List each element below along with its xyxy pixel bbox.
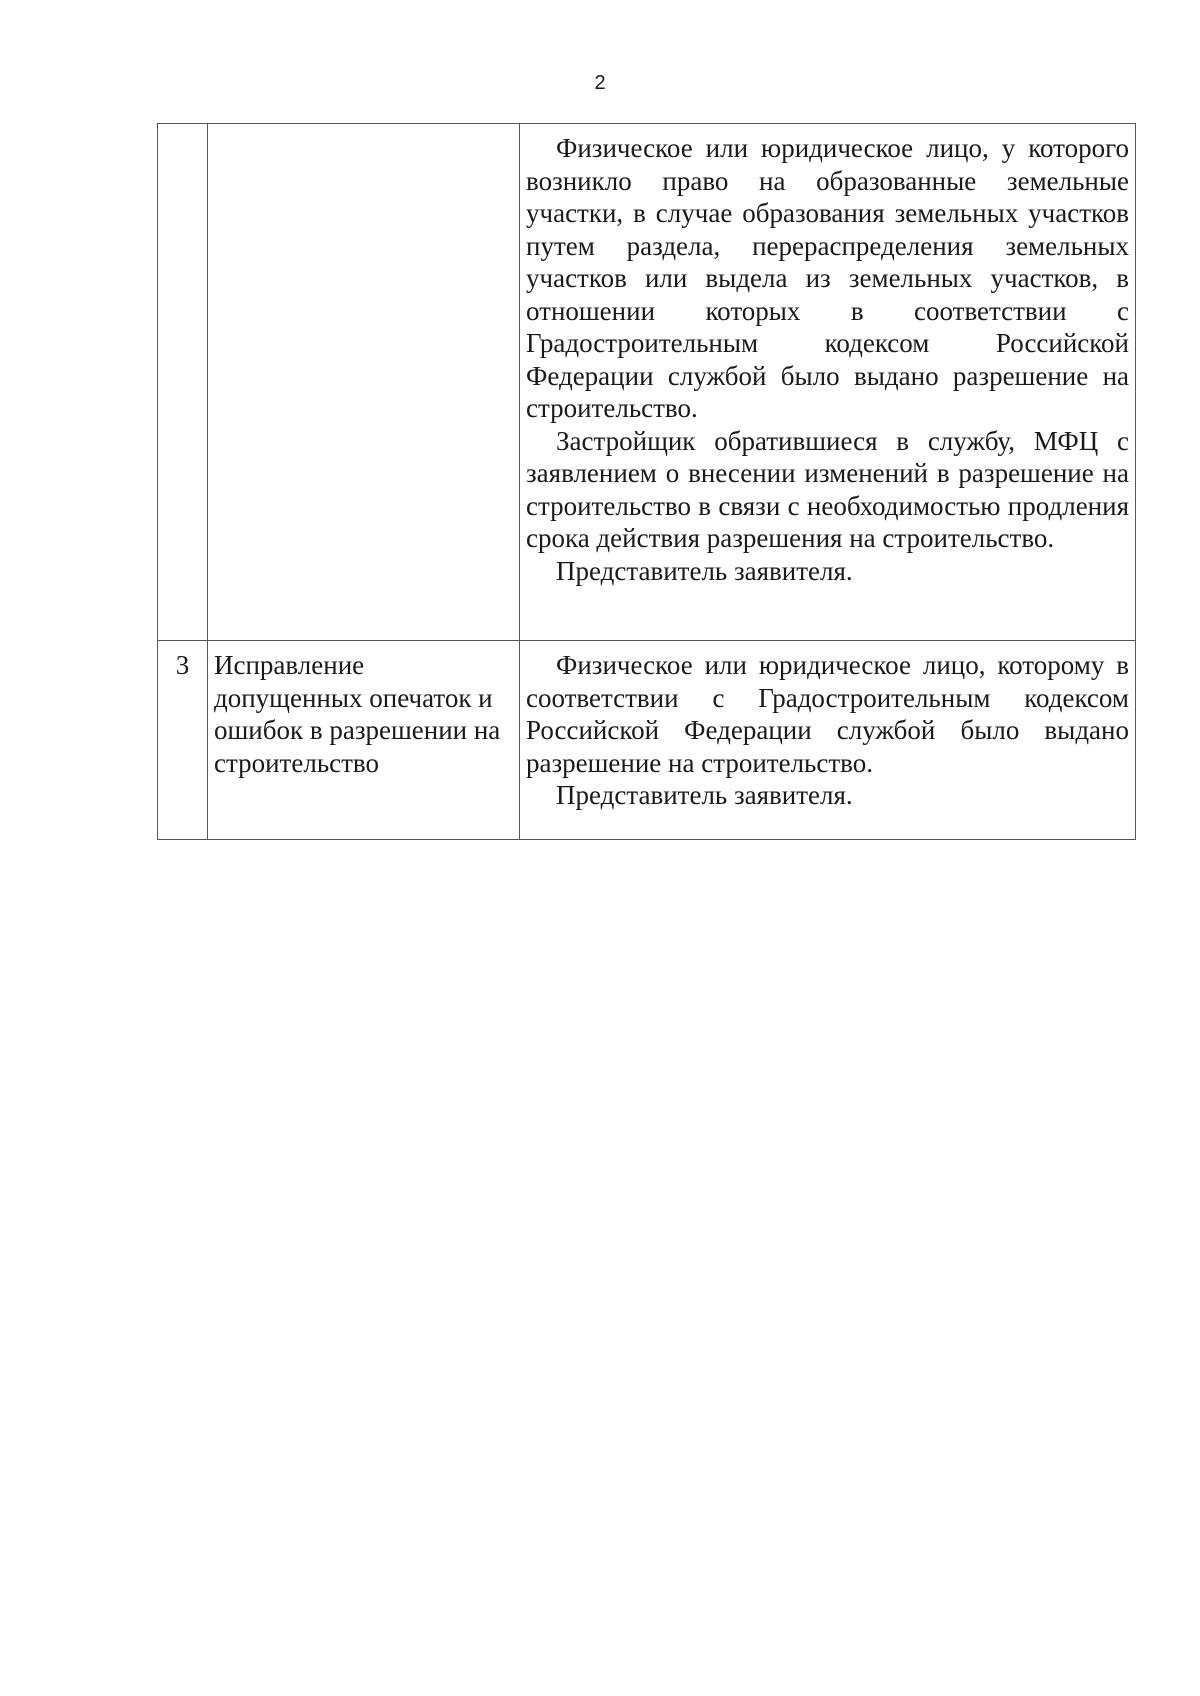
table-row	[158, 124, 1136, 641]
services-table	[157, 123, 1136, 840]
applicants-cell	[520, 641, 1136, 840]
applicant-paragraph: Физическое или юридическое лицо, у которого возникло право на образованные земельные участки, в случае образования земельных участков путем раздела, перераспределения земельных участков или выдела из земельных участков, в отношении которых в соответствии с Градостроительным кодексом Российской Федерации службой было выдано разрешение на строительство.	[526, 133, 1129, 423]
service-name-cell: Исправление допущенных опечаток и ошибок в разрешении на строительство	[208, 641, 520, 840]
applicant-paragraph: Физическое или юридическое лицо, которому в соответствии с Градостроительным кодексом Российской Федерации службой было выдано разрешение на строительство.	[526, 650, 1129, 778]
table-row	[158, 641, 1136, 840]
row-number-cell	[158, 124, 208, 641]
applicant-paragraph: Представитель заявителя.	[556, 780, 853, 810]
applicant-paragraph: Представитель заявителя.	[556, 555, 853, 586]
service-name-cell	[208, 124, 520, 641]
applicants-cell	[520, 124, 1136, 641]
page-number: 2	[594, 72, 606, 94]
row-number-cell: 3	[158, 641, 208, 840]
applicant-paragraph: Застройщик обратившиеся в службу, МФЦ с заявлением о внесении изменений в разрешение на строительство в связи с необходимостью продления срока действия разрешения на строительство.	[526, 425, 1129, 553]
